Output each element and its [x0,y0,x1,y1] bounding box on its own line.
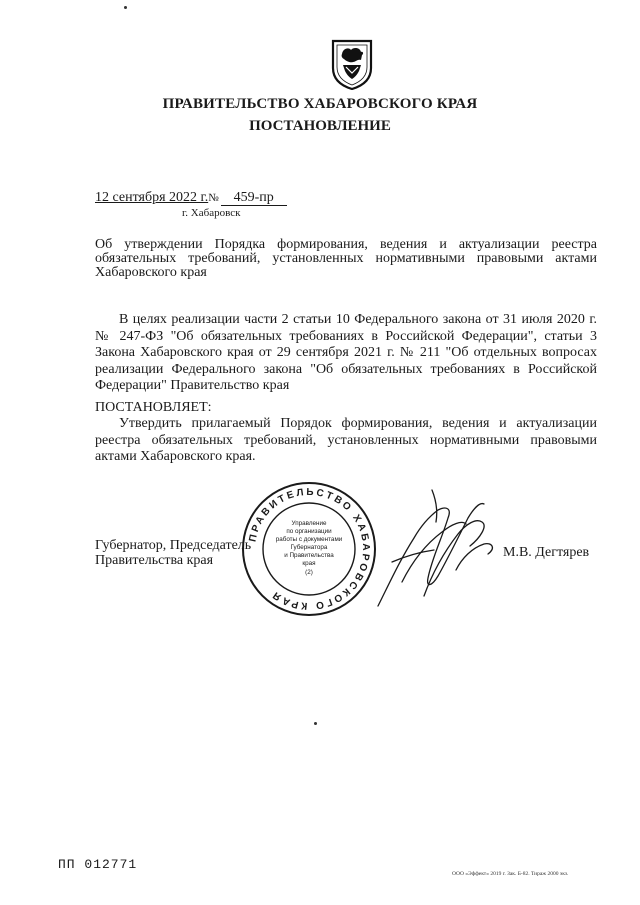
seal-center-line: и Правительства [284,552,334,559]
printing-info: ООО «Эффект» 2019 г. Зак. Б-82. Тираж 2000 экз. [452,871,569,877]
registration-line [95,190,287,206]
form-number: ПП 012771 [58,857,138,872]
seal-center-line: работы с документами [275,536,343,543]
official-seal [240,480,378,618]
document-number: 459-пр [221,191,287,206]
signatory-position [95,538,251,568]
resolution-paragraph: Утвердить прилагаемый Порядок формирования, ведения и актуализации реестра обязательных требований, установленных нормативными правовыми актами Хабаровского края. [95,416,597,464]
document-type: ПОСТАНОВЛЕНИЕ [249,118,391,134]
signatory-position-line2: Правительства края [95,553,214,568]
seal-center-line: (2) [305,569,313,576]
signatory-name: М.В. Дегтярев [503,545,590,560]
seal-center-line: Губернатора [290,544,328,551]
document-date: 12 сентября 2022 г. [95,190,209,205]
preamble-paragraph: В целях реализации части 2 статьи 10 Федерального закона от 31 июля 2020 г. № 247-ФЗ "Об обязательных требованиях в Российской Федерации", статьи 3 Закона Хабаровского края от 29 сентября 2021 г. № 211 "Об отдельных вопросах реализации Федерального закона "Об обязательных требованиях в Российской Федерации" Правительство края [95,312,597,393]
government-name: ПРАВИТЕЛЬСТВО ХАБАРОВСКОГО КРАЯ [162,96,478,112]
coat-of-arms-emblem [330,38,374,90]
scan-speck [314,722,317,725]
seal-center-line: края [302,560,316,567]
city-name: г. Хабаровск [182,207,241,219]
decree-word: ПОСТАНОВЛЯЕТ: [95,400,212,415]
seal-center-line: по организации [286,528,332,535]
seal-center-line: Управление [291,520,327,527]
document-subject: Об утверждении Порядка формирования, ведения и актуализации реестра обязательных требований, установленных нормативными правовыми актами Хабаровского края [95,237,597,280]
scan-speck [124,6,127,9]
seal-ring-text: ПРАВИТЕЛЬСТВО ХАБАРОВСКОГО КРАЯ [247,486,372,612]
handwritten-signature [372,478,502,618]
signatory-position-line1: Губернатор, Председатель [95,538,252,553]
number-sign: № [208,192,219,204]
